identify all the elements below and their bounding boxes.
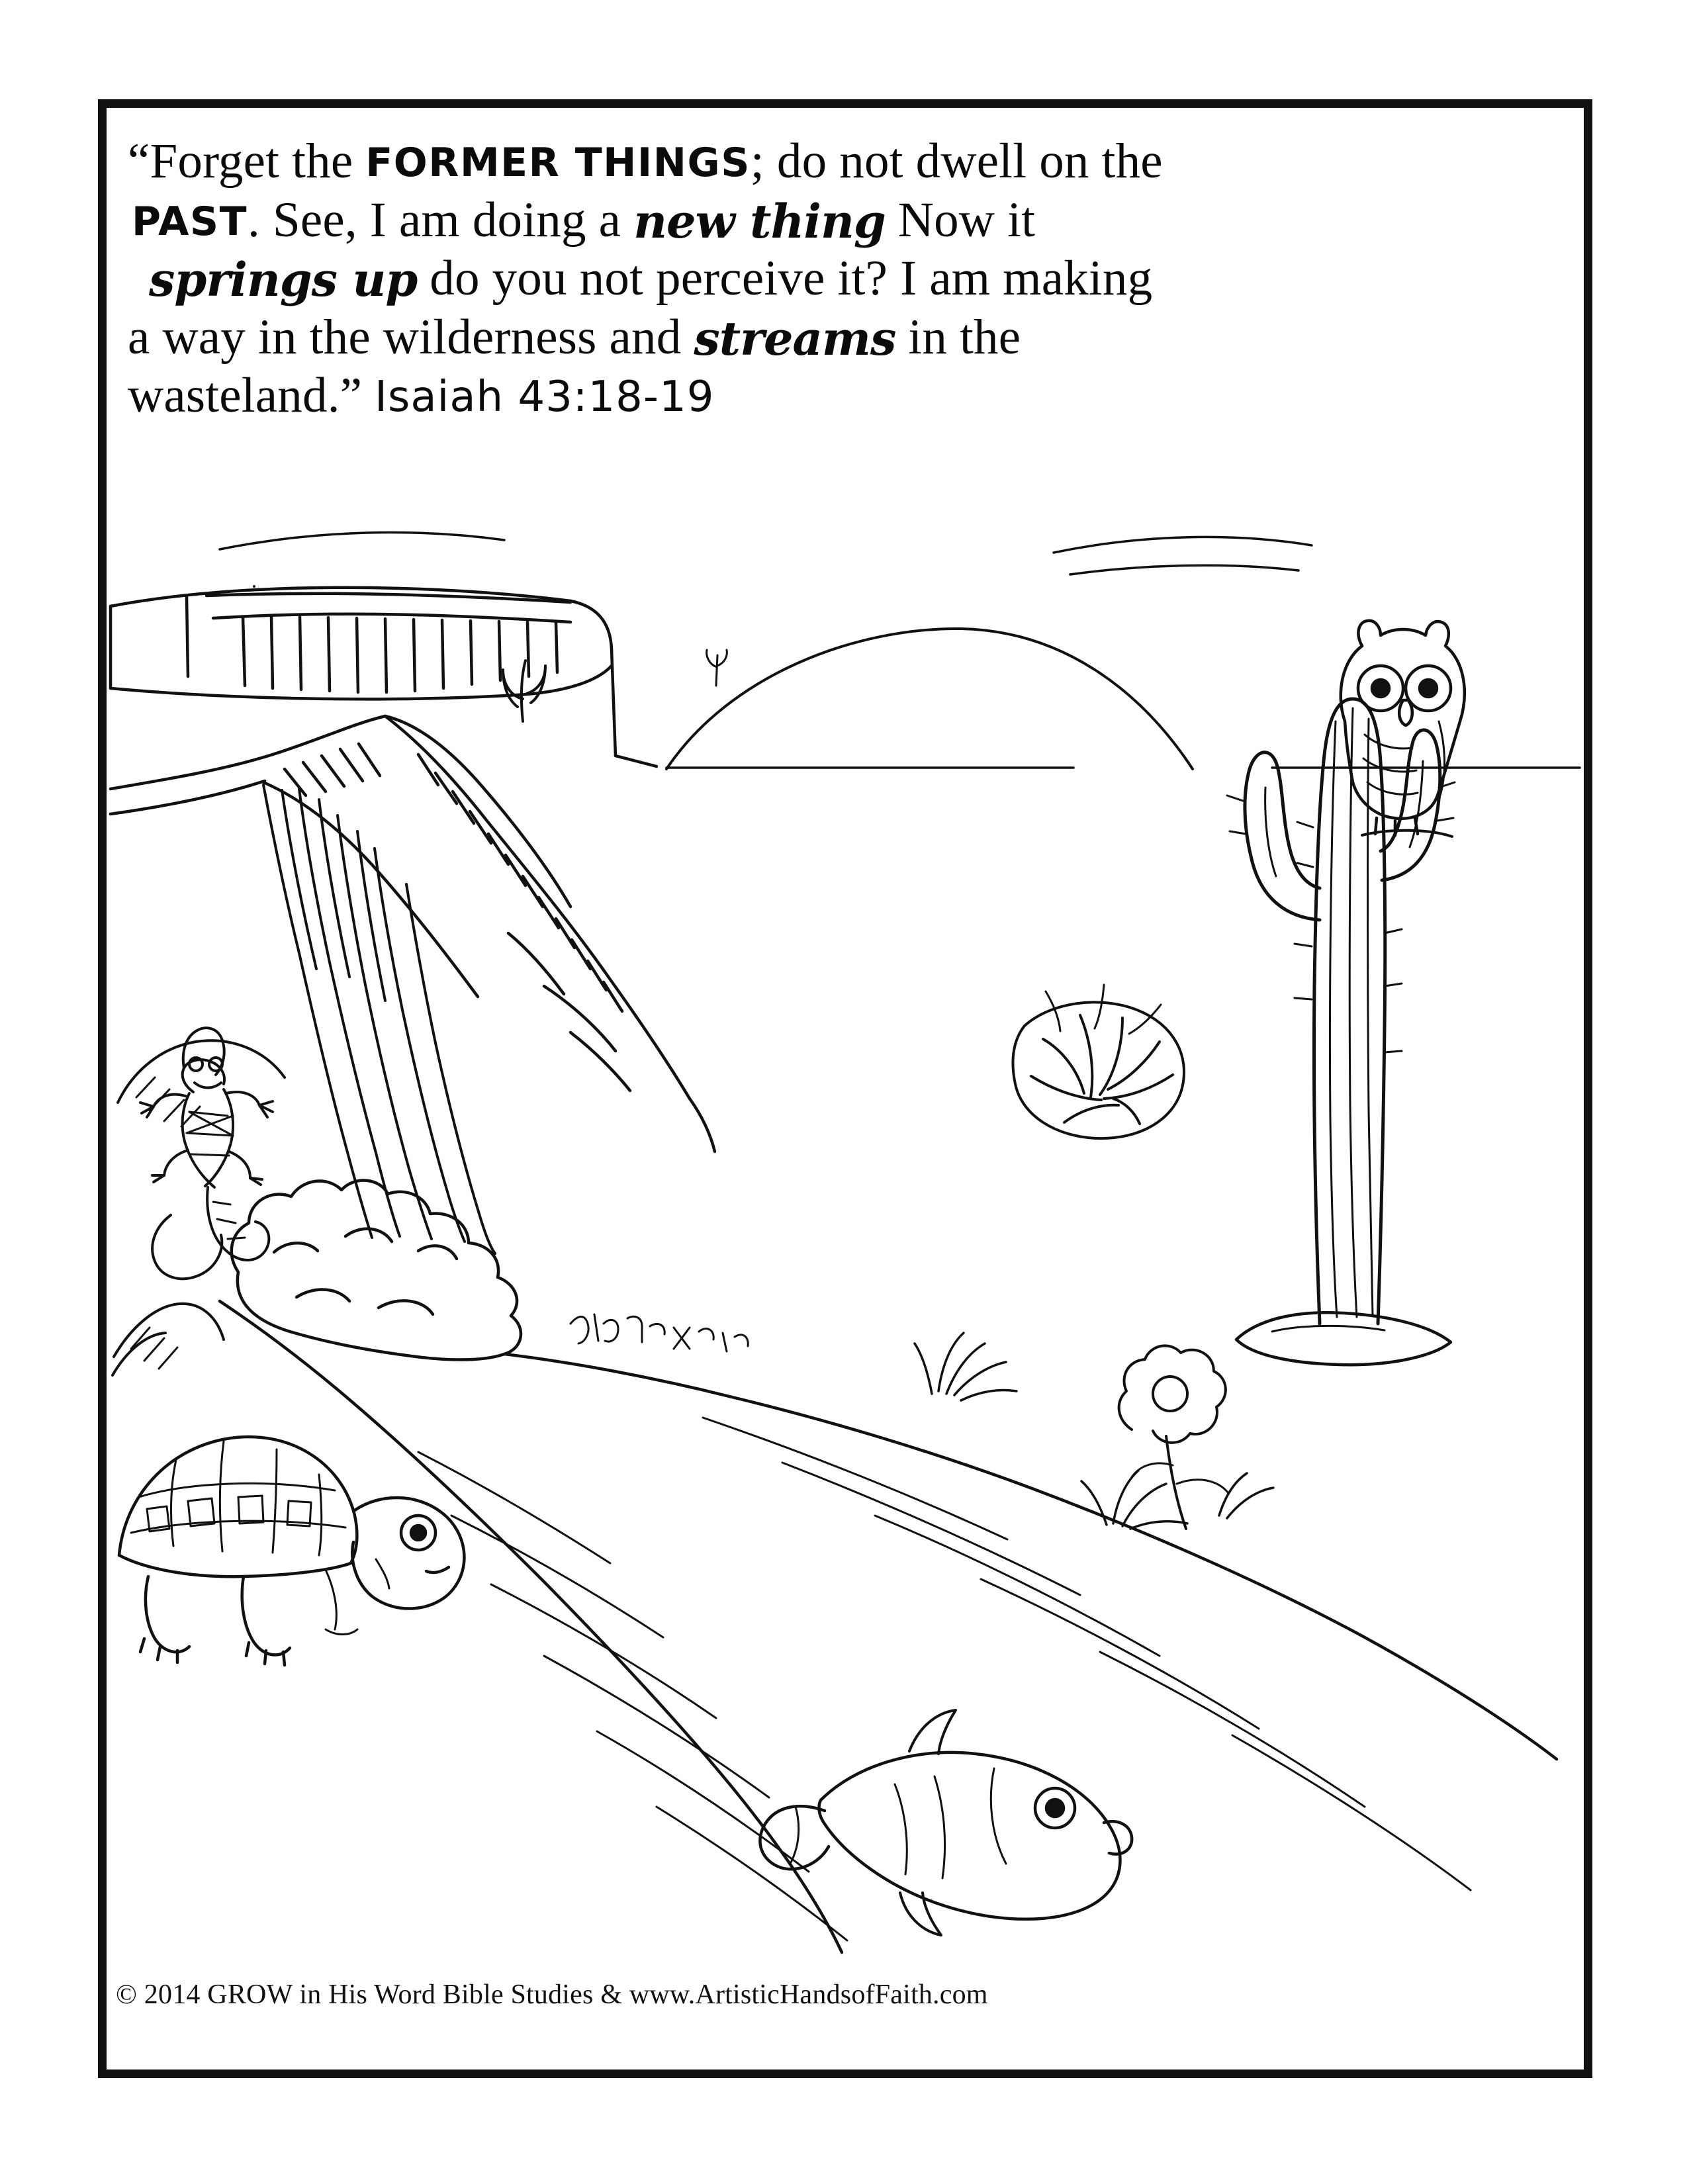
tiny-plant — [707, 650, 727, 686]
stream — [220, 1301, 1557, 1952]
verse-text-segment: in the — [895, 309, 1021, 365]
bible-verse-block — [122, 132, 1572, 503]
verse-line-2 — [122, 191, 1572, 250]
verse-emphasis-past: PAST — [132, 198, 248, 245]
verse-line-1 — [122, 132, 1572, 191]
verse-text-segment: “Forget the — [128, 134, 366, 189]
verse-script-new-thing: new thing — [633, 193, 886, 249]
copyright-text: © 2014 GROW in His Word Bible Studies — [116, 1979, 594, 2010]
website-url: www.ArtisticHandsofFaith.com — [629, 1979, 988, 2010]
verse-text-segment: a way in the wilderness and — [128, 309, 694, 365]
distant-hill — [666, 629, 1193, 769]
verse-reference: Isaiah 43:18-19 — [375, 373, 715, 422]
small-cactus — [503, 660, 545, 721]
footer-credit — [116, 1979, 1572, 2011]
verse-text-segment: wasteland.” — [128, 368, 375, 423]
verse-line-4 — [122, 308, 1572, 367]
verse-line-5 — [122, 367, 1572, 426]
tumbleweed — [1013, 985, 1184, 1138]
verse-line-3 — [122, 250, 1572, 308]
cliff-mesa — [111, 588, 657, 766]
verse-text-segment: . See, I am doing a — [248, 192, 634, 248]
verse-script-springs-up: springs up — [149, 252, 418, 307]
verse-text-segment: Now it — [885, 192, 1036, 248]
verse-script-streams: streams — [694, 310, 896, 366]
credit-separator: & — [600, 1979, 623, 2010]
desert-waterfall-illustration — [107, 523, 1584, 2012]
verse-emphasis-former-things: FORMER THINGS — [365, 140, 751, 186]
grass-tufts — [915, 1333, 1273, 1529]
saguaro-cactus — [1227, 699, 1455, 1324]
lizard — [114, 586, 285, 1369]
sky-wisps — [220, 532, 1312, 574]
tortoise — [119, 1437, 464, 1665]
artist-signature — [571, 1314, 748, 1351]
cactus-base-rock — [1236, 1312, 1451, 1365]
flower — [1119, 1345, 1228, 1529]
verse-text-segment: do you not perceive it? I am making — [417, 251, 1153, 306]
verse-text-segment: ; do not dwell on the — [750, 134, 1163, 189]
